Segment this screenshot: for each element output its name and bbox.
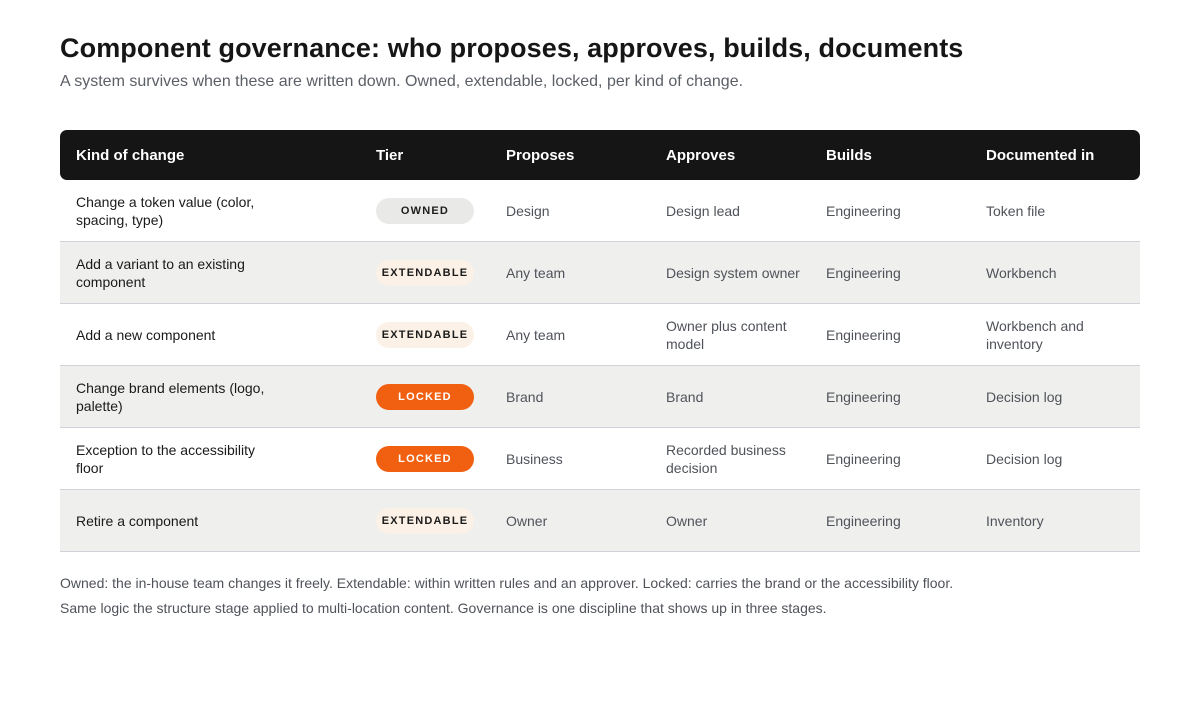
cell-proposes: Owner	[506, 512, 548, 529]
cell-documented-in: Inventory	[986, 512, 1044, 529]
cell-proposes: Brand	[506, 388, 544, 405]
cell-approves: Owner plus content model	[666, 317, 787, 352]
cell-tier	[376, 490, 496, 551]
table-row	[60, 428, 1140, 490]
cell-proposes: Any team	[506, 326, 566, 343]
column-header-tier: Tier	[376, 146, 404, 164]
cell-builds: Engineering	[826, 388, 901, 405]
cell-tier	[376, 366, 496, 427]
governance-table	[60, 130, 1140, 552]
footnote	[60, 571, 953, 621]
table-body	[60, 180, 1140, 552]
column-header-documented: Documented in	[986, 146, 1095, 164]
page-subtitle: A system survives when these are written down. Owned, extendable, locked, per kind of change.	[60, 73, 744, 90]
footnote-tier-definitions: Owned: the in-house team changes it freely. Extendable: within written rules and an approver. Locked: carries the brand or the accessibility floor.	[60, 575, 954, 591]
cell-builds: Engineering	[826, 202, 901, 219]
cell-kind-of-change: Exception to the accessibility floor	[76, 441, 255, 476]
cell-tier	[376, 242, 496, 303]
cell-tier	[376, 180, 496, 241]
column-header-approves: Approves	[666, 146, 736, 164]
cell-kind-of-change: Add a new component	[76, 326, 216, 343]
cell-documented-in: Decision log	[986, 388, 1063, 405]
cell-documented-in: Workbench	[986, 264, 1057, 281]
cell-builds: Engineering	[826, 450, 901, 467]
table-row	[60, 242, 1140, 304]
tier-badge: EXTENDABLE	[376, 260, 474, 286]
table-header	[60, 130, 1140, 180]
cell-builds: Engineering	[826, 326, 901, 343]
column-header-proposes: Proposes	[506, 146, 575, 164]
cell-documented-in: Decision log	[986, 450, 1063, 467]
cell-kind-of-change: Change a token value (color, spacing, type)	[76, 193, 255, 228]
cell-approves: Design system owner	[666, 264, 800, 281]
tier-badge: LOCKED	[376, 446, 474, 472]
cell-approves: Owner	[666, 512, 708, 529]
cell-builds: Engineering	[826, 512, 901, 529]
cell-tier	[376, 428, 496, 489]
cell-tier	[376, 304, 496, 365]
tier-badge: LOCKED	[376, 384, 474, 410]
table-row	[60, 490, 1140, 552]
tier-badge: OWNED	[376, 198, 474, 224]
cell-proposes: Design	[506, 202, 550, 219]
cell-documented-in: Workbench and inventory	[986, 317, 1084, 352]
table-row	[60, 366, 1140, 428]
cell-approves: Recorded business decision	[666, 441, 786, 476]
cell-approves: Brand	[666, 388, 704, 405]
cell-kind-of-change: Retire a component	[76, 512, 199, 529]
cell-kind-of-change: Add a variant to an existing component	[76, 255, 245, 290]
column-header-kind: Kind of change	[76, 146, 185, 164]
footnote-governance-note: Same logic the structure stage applied to multi-location content. Governance is one discipline that shows up in three stages.	[60, 600, 827, 616]
cell-builds: Engineering	[826, 264, 901, 281]
table-row	[60, 180, 1140, 242]
table-row	[60, 304, 1140, 366]
tier-badge: EXTENDABLE	[376, 508, 474, 534]
page-title: Component governance: who proposes, approves, builds, documents	[60, 33, 964, 63]
cell-proposes: Business	[506, 450, 563, 467]
column-header-builds: Builds	[826, 146, 872, 164]
cell-documented-in: Token file	[986, 202, 1046, 219]
cell-kind-of-change: Change brand elements (logo, palette)	[76, 379, 265, 414]
tier-badge: EXTENDABLE	[376, 322, 474, 348]
cell-proposes: Any team	[506, 264, 566, 281]
cell-approves: Design lead	[666, 202, 740, 219]
